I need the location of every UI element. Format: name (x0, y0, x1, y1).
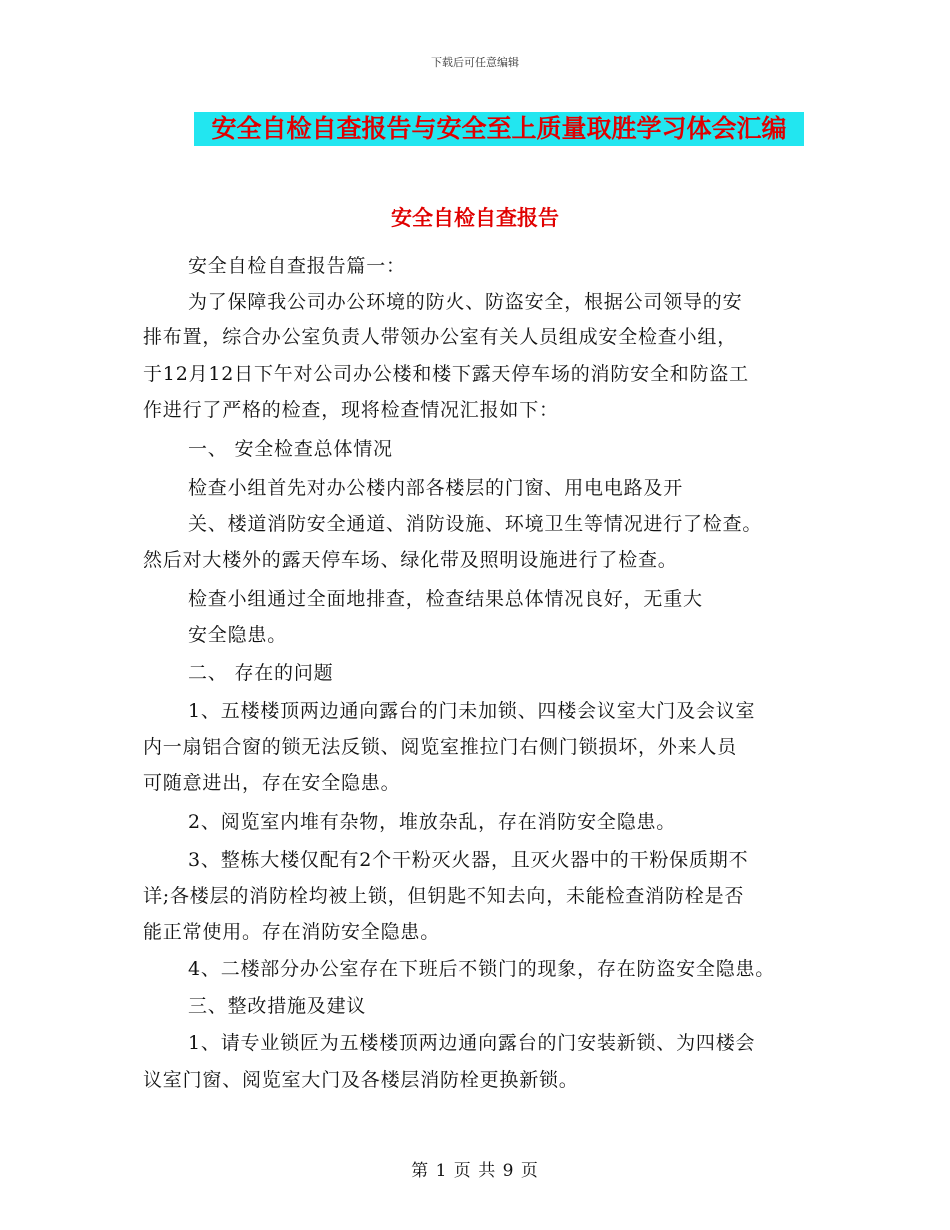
paragraph-line: 1、请专业锁匠为五楼楼顶两边通向露台的门安装新锁、为四楼会 (188, 1032, 756, 1054)
paragraph-line: 检查小组通过全面地排查，检查结果总体情况良好，无重大 (188, 588, 703, 610)
header-note: 下载后可任意编辑 (431, 56, 519, 69)
paragraph-line: 然后对大楼外的露天停车场、绿化带及照明设施进行了检查。 (143, 549, 678, 571)
paragraph-line: 内一扇铝合窗的锁无法反锁、阅览室推拉门右侧门锁损坏，外来人员 (143, 736, 738, 758)
paragraph-line: 可随意进出，存在安全隐患。 (143, 772, 401, 794)
paragraph-line: 议室门窗、阅览室大门及各楼层消防栓更换新锁。 (143, 1069, 579, 1091)
section-title: 安全自检自查报告 (391, 206, 559, 230)
paragraph-line: 安全自检自查报告篇一： (188, 255, 406, 277)
paragraph-line: 作进行了严格的检查，现将检查情况汇报如下： (143, 399, 559, 421)
paragraph-line: 关、楼道消防安全通道、消防设施、环境卫生等情况进行了检查。 (188, 513, 763, 535)
paragraph-line: 一、 安全检查总体情况 (188, 438, 393, 460)
paragraph-line: 能正常使用。存在消防安全隐患。 (143, 921, 441, 943)
paragraph-line: 安全隐患。 (188, 624, 288, 646)
paragraph-line: 为了保障我公司办公环境的防火、防盗安全，根据公司领导的安 (188, 291, 743, 313)
paragraph-line: 1、五楼楼顶两边通向露台的门未加锁、四楼会议室大门及会议室 (188, 700, 756, 722)
paragraph-line: 3、整栋大楼仅配有2个干粉灭火器，且灭火器中的干粉保质期不 (188, 849, 749, 871)
paragraph-line: 详;各楼层的消防栓均被上锁，但钥匙不知去向，未能检查消防栓是否 (143, 885, 745, 907)
document-main-title: 安全自检自查报告与安全至上质量取胜学习体会汇编 (194, 112, 804, 146)
paragraph-line: 检查小组首先对办公楼内部各楼层的门窗、用电电路及开 (188, 477, 684, 499)
paragraph-line: 2、阅览室内堆有杂物，堆放杂乱，存在消防安全隐患。 (188, 811, 677, 833)
page-footer: 第 1 页 共 9 页 (411, 1161, 539, 1181)
paragraph-line: 排布置，综合办公室负责人带领办公室有关人员组成安全检查小组， (143, 326, 738, 348)
paragraph-line: 4、二楼部分办公室存在下班后不锁门的现象，存在防盗安全隐患。 (188, 958, 776, 980)
paragraph-line: 三、整改措施及建议 (188, 995, 367, 1017)
paragraph-line: 于12月12日下午对公司办公楼和楼下露天停车场的消防安全和防盗工 (143, 363, 749, 385)
paragraph-line: 二、 存在的问题 (188, 662, 334, 684)
